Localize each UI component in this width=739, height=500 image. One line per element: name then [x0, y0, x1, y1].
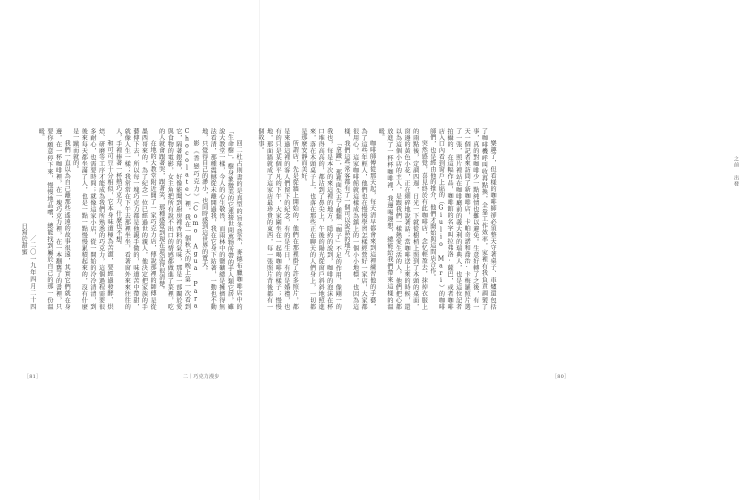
right-page: [256, 0, 739, 500]
chapter-mark-line2: 出發: [733, 175, 739, 187]
left-paragraph: 和可可豆十分相似，它本身味道極為苦澀，要經過發酵、烘焙、研磨等工序才能成為我們所熟悉的巧克力，這個過程需要很多耐心，也需要時間；就像這家小店，從一開始的冷冷清清，到後來每天都坐滿了人，也是一點一點慢慢累積起來的，沒有什麼是一蹴而就的。: [71, 128, 114, 310]
right-paragraph: 所謂店，先是從牆上開始的，他們在那裡掛了許多照片，都是來過這裡的客人們留下的紀念，有的是生日，有的是婚禮，也有的只是某個平凡的下午，大家圍坐在一起喝咖啡的樣子；慢慢地，那面牆就成了這家店最珍貴的東西，每一張照片背後都有一個故事。: [256, 128, 299, 310]
chapter-mark-line1: 之前: [733, 156, 739, 168]
left-page-text: [20, 128, 242, 310]
chapter-mark: [732, 156, 739, 187]
left-page: [0, 0, 260, 500]
left-paragraph: 回二杜占則書的是真型的旨冬意采，麥德布臘咖啡店中的「生命樹」，樹身象徵美的它連接世間萬物所帶的手人類它居，雖說大教堂一樣，今人的心生敬畏，而雨林中的鹽礦總是擁擠得無法看清，那種震撼從未離開過我，我在它身下站著，一動也不動地，只覺得自己的渺小，也同時感到這世界的寬大。: [200, 128, 242, 310]
left-paragraph: 我們一直以為自己離那些遙遠的故事很遠，其實它們就在身邊，在一杯咖啡裡，在一塊巧克力裡，在一本翻舊了的書裡，只要你願意停下來，慢慢地品嚐，總能找到屬於自己的那一份溫暖。: [37, 128, 71, 310]
signature-date: ／二〇一九年四月二十四日寫於甜蜜: [20, 223, 36, 310]
page-number-left: ［81］: [24, 374, 42, 380]
page-number-right: ［80］: [552, 374, 570, 380]
running-head: 二｜巧克力漫步: [183, 374, 220, 380]
right-paragraph: 「拿鐵」，那裡面失去了種類「咖子」不足的作用，像剛一的我也，每是本次的來這裡的地方，隱約的說到，咖啡的泡沫在杯口堆得高高的，都沾到了鼻尖上，午後的陽光從窗戶斜斜地照進來，落在木頭桌子上，也落在那些正在聊天的人們身上，一切都是那麼安靜而美好。: [299, 128, 342, 310]
left-paragraph: 在地的大教堂附近開了一家巧克力店，傳說那裡的師傅是從墨西哥來的，為了紀念一位已經過世的親人，他決定把家族的手藝傳下去，所以每一塊巧克力都是他親手做的，味道苦中帶甜，就像人生一樣；我常常在下午去那裡坐坐，看著窗外來來往往的人，手裡捧著一杯熱巧克力，什麼也不想。: [114, 128, 157, 310]
left-paragraph: 影《香戀巧克力》（Como Agua Para Chocolate）裡，我在一個秋天的晚上第一次看到它，隔著銀幕，好像能聞到廚房裡香料的氣味，那是一部關於愛與食物的電影，女主角把所有說不出口的情感都做進了菜裡，吃的人就會跟著哭，跟著笑，那種感覺到現在還記得很清楚。: [157, 128, 200, 310]
right-paragraph: 樂趣了，但看樣的咖啡師卻必須整天守著桌子、車爐還包括了咖啡機呼叫收再點換，全靠工作效率，家裡有我負責調製了事，真的對咖啡少一點純情也難以避免。生意好轉了之後，有一天一個記者來訪問了新咖啡店，卡帕奇諾和喬治·卡梅羅照片選了一張，照片裡站在咖啡廳前的義大利的瑞典人，也是這位記者拍攝的，在這幅作品，咖啡館的名字叫拉弗洛·薩巴，或者咖啡店入口內看到窗戶上貼的（Giulio Mari）的咖啡師們，也是經由他的推介，他們才開始與這間店合作。: [428, 128, 496, 310]
right-paragraph: 咖啡師傅從那天起，每天清早都會來到這裡練習他的手藝，為了這些年輕人，他們也在慢慢學習怎樣經營好一家店，大家都很用心。這家咖啡館就這樣成為鎮上的一個小小地標，也因為這樣，我們這些常客都有了一個可以說話的地方。: [342, 128, 376, 310]
right-page-text: [256, 128, 496, 310]
right-paragraph: 突然感覺，喜見終於有此咖啡店，念忆輕盈去，抹掉衣服上的雨點後，定調四週，日光一下就從樹梢上照到了木頭的桌面，窗邊的黃色小花，正在細碎地說著話；當咖啡送上來的時候，還以為這個小店的主人，是跟我們一樣熱愛生活的人，他們把心都放進了一杯杯咖啡裡，我邊喝邊想，總能給我們帶來這樣的溫暖。: [377, 128, 428, 310]
